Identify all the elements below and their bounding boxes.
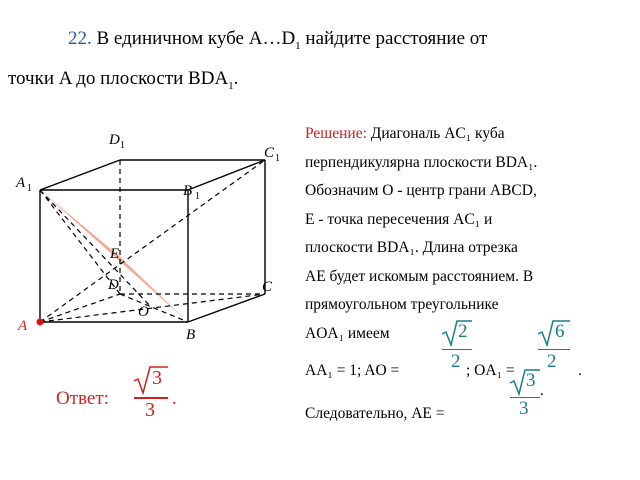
solution-line-6: AE будет искомым расстоянием. В <box>305 267 534 285</box>
label-b1-sub: 1 <box>195 191 200 202</box>
answer-label: Ответ: <box>56 388 109 409</box>
label-a: A <box>18 318 28 334</box>
fraction-answer-num: 3 <box>152 367 162 389</box>
label-d1: D <box>109 132 120 148</box>
solution-block <box>305 120 537 348</box>
diagonal-d-b <box>120 294 188 322</box>
problem-number: 22. <box>68 28 92 49</box>
problem-text-2-end: . <box>233 68 239 89</box>
problem-text-1-end: найдите расстояние от <box>300 28 488 49</box>
solution-label: Решение: <box>305 125 367 142</box>
label-c: C <box>262 279 273 295</box>
label-d: D <box>108 277 119 293</box>
solution-line-2: перпендикулярна плоскости BDA₁. <box>305 153 538 171</box>
label-c1: C <box>264 145 275 161</box>
label-d1-sub: 1 <box>120 140 125 151</box>
conclusion-line: Следовательно, AE = <box>305 405 445 422</box>
fraction-answer-den: 3 <box>145 399 155 421</box>
problem-text-1-sub: 1 <box>295 39 301 52</box>
label-a1: A <box>16 175 26 191</box>
segment-a1-o <box>40 190 152 308</box>
point-a <box>37 319 44 326</box>
solution-line-8: AOA₁ имеем <box>305 324 390 342</box>
sqrt-icon <box>508 367 542 397</box>
label-b: B <box>186 327 196 343</box>
problem-text-2-sub: 1 <box>228 79 234 92</box>
cube-figure <box>0 0 310 360</box>
diagonal-a-c <box>40 294 265 322</box>
fraction-ao <box>440 318 474 378</box>
label-e: E <box>110 246 120 262</box>
problem-text-2: точки A до плоскости BDA <box>8 68 229 89</box>
fraction-ao-den: 2 <box>451 351 461 372</box>
edge-b1-c1 <box>188 160 265 190</box>
solution-line-7: прямоугольном треугольнике <box>305 296 499 313</box>
fraction-ae-num: 3 <box>526 370 536 391</box>
fraction-ae <box>508 367 542 425</box>
ae-end: . <box>540 382 544 399</box>
answer-end: . <box>172 388 177 409</box>
label-o: O <box>138 304 149 320</box>
edge-a1-d1 <box>40 160 120 190</box>
sqrt-icon <box>132 364 170 396</box>
edge-a-d <box>40 294 120 322</box>
solution-line-3: Обозначим O - центр грани ABCD, <box>305 182 537 199</box>
label-b1: B <box>183 183 193 199</box>
edge-b-c <box>188 294 265 322</box>
sqrt-icon <box>440 318 474 348</box>
sqrt-icon <box>536 318 572 348</box>
values-line <box>305 362 399 380</box>
fraction-answer <box>132 364 170 426</box>
solution-line-5: плоскости BDA₁. Длина отрезка <box>305 239 518 256</box>
fraction-ae-den: 3 <box>519 398 529 419</box>
values-aa1-ao: AA₁ = 1; AO = <box>305 362 400 379</box>
fraction-oa1-num: 6 <box>555 321 565 342</box>
fraction-oa1-den: 2 <box>547 351 557 372</box>
solution-line-4: E - точка пересечения AC₁ и <box>305 210 493 228</box>
values-oa1: ; OA₁ = <box>466 362 515 379</box>
label-a1-sub: 1 <box>27 183 32 194</box>
values-end: . <box>578 362 582 379</box>
label-c1-sub: 1 <box>275 153 280 164</box>
solution-line-1: Диагональ AC₁ куба <box>370 125 505 142</box>
fraction-ao-num: 2 <box>458 321 468 342</box>
problem-text-1: В единичном кубе A…D <box>96 28 296 49</box>
